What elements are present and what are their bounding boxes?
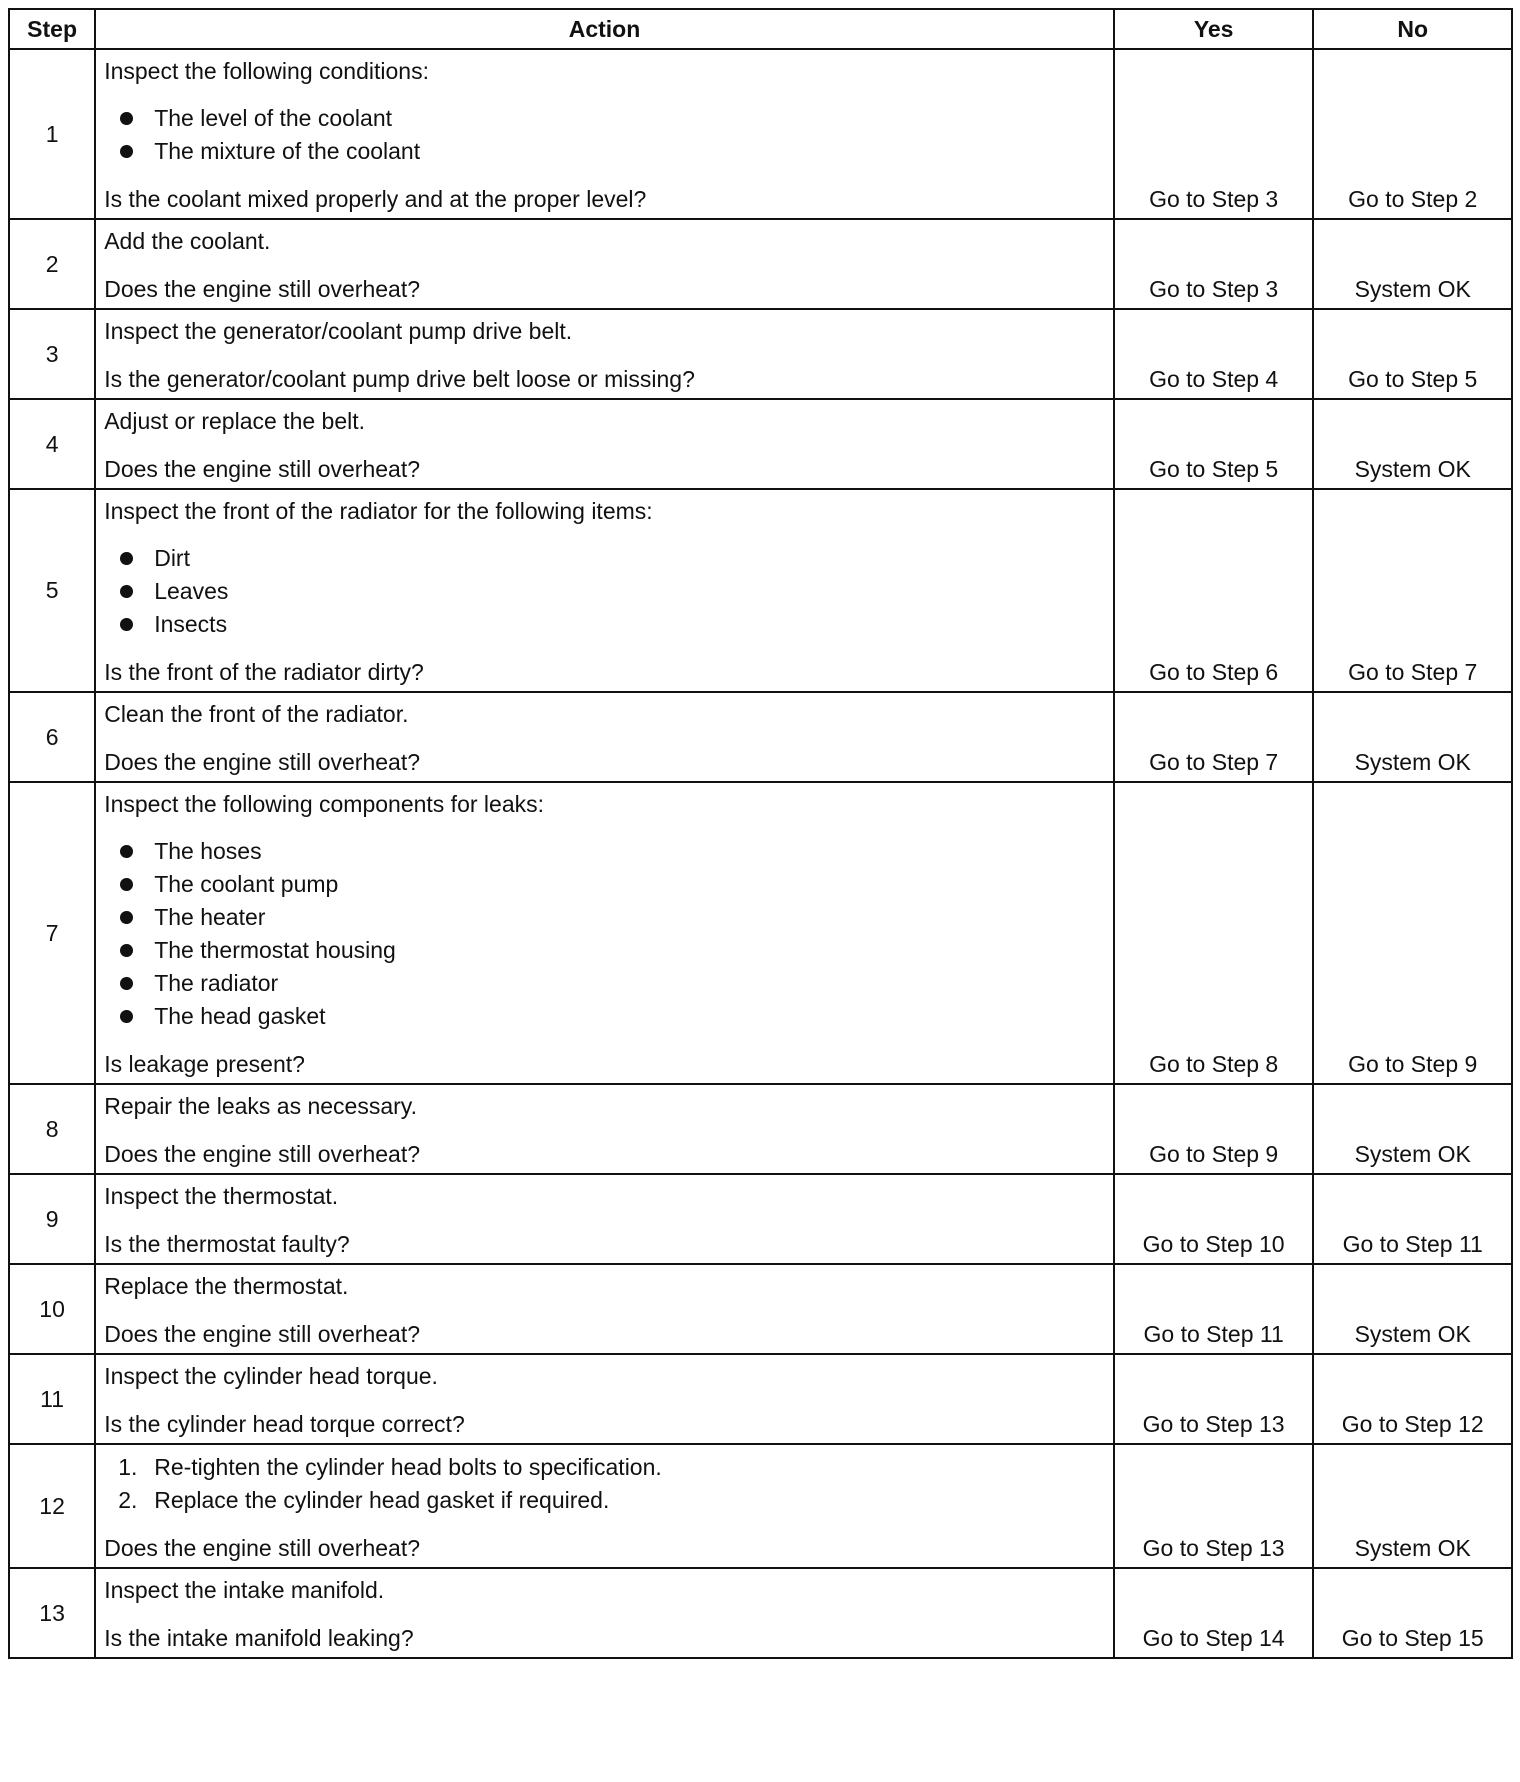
table-row xyxy=(9,692,1512,782)
spacer xyxy=(104,1301,1105,1319)
yes-result: Go to Step 7 xyxy=(1114,692,1314,782)
action-question: Is the front of the radiator dirty? xyxy=(104,659,424,685)
action-cell xyxy=(95,1264,1114,1354)
step-number: 4 xyxy=(9,399,95,489)
action-cell xyxy=(95,692,1114,782)
no-result: Go to Step 7 xyxy=(1313,489,1512,692)
bullet-item xyxy=(120,868,1105,901)
table-row xyxy=(9,1568,1512,1658)
action-instruction: Inspect the following components for leaks: xyxy=(104,791,544,817)
action-question: Is the thermostat faulty? xyxy=(104,1231,350,1257)
action-question: Does the engine still overheat? xyxy=(104,1535,421,1561)
table-row xyxy=(9,1444,1512,1568)
action-question: Does the engine still overheat? xyxy=(104,1321,421,1347)
step-number: 11 xyxy=(9,1354,95,1444)
action-question: Does the engine still overheat? xyxy=(104,456,421,482)
bullet-text: The thermostat housing xyxy=(154,937,396,963)
header-step: Step xyxy=(9,9,95,49)
bullet-item xyxy=(120,835,1105,868)
bullet-dot-icon xyxy=(120,145,133,158)
action-cell xyxy=(95,1174,1114,1264)
bullet-text: The coolant pump xyxy=(154,871,339,897)
no-result: Go to Step 5 xyxy=(1313,309,1512,399)
table-row xyxy=(9,1174,1512,1264)
action-cell xyxy=(95,1444,1114,1568)
step-number: 3 xyxy=(9,309,95,399)
bullet-dot-icon xyxy=(120,911,133,924)
action-cell xyxy=(95,219,1114,309)
spacer xyxy=(104,729,1105,747)
action-cell xyxy=(95,49,1114,219)
action-instruction: Inspect the intake manifold. xyxy=(104,1577,385,1603)
action-question: Is the coolant mixed properly and at the proper level? xyxy=(104,186,647,212)
no-result: System OK xyxy=(1313,1084,1512,1174)
yes-result: Go to Step 14 xyxy=(1114,1568,1314,1658)
spacer xyxy=(104,1121,1105,1139)
table-row xyxy=(9,309,1512,399)
no-result: Go to Step 11 xyxy=(1313,1174,1512,1264)
no-result: System OK xyxy=(1313,1264,1512,1354)
bullet-item xyxy=(120,1000,1105,1033)
bullet-item xyxy=(120,542,1105,575)
item-number: 1. xyxy=(118,1454,138,1480)
action-question: Is the intake manifold leaking? xyxy=(104,1625,414,1651)
no-result: Go to Step 15 xyxy=(1313,1568,1512,1658)
action-instruction: Add the coolant. xyxy=(104,228,271,254)
step-number: 7 xyxy=(9,782,95,1084)
step-number: 13 xyxy=(9,1568,95,1658)
bullet-dot-icon xyxy=(120,845,133,858)
bullet-list xyxy=(104,542,1105,641)
header-yes: Yes xyxy=(1114,9,1314,49)
yes-result: Go to Step 8 xyxy=(1114,782,1314,1084)
action-instruction: Adjust or replace the belt. xyxy=(104,408,366,434)
yes-result: Go to Step 13 xyxy=(1114,1444,1314,1568)
item-text: Replace the cylinder head gasket if required. xyxy=(154,1487,610,1513)
action-instruction: Inspect the front of the radiator for the following items: xyxy=(104,498,653,524)
action-instruction: Repair the leaks as necessary. xyxy=(104,1093,417,1119)
bullet-text: Insects xyxy=(154,611,228,637)
table-row xyxy=(9,219,1512,309)
yes-result: Go to Step 10 xyxy=(1114,1174,1314,1264)
bullet-item xyxy=(120,967,1105,1000)
no-result: Go to Step 9 xyxy=(1313,782,1512,1084)
bullet-dot-icon xyxy=(120,1010,133,1023)
no-result: System OK xyxy=(1313,219,1512,309)
bullet-text: The hoses xyxy=(154,838,262,864)
bullet-item xyxy=(120,102,1105,135)
action-cell xyxy=(95,309,1114,399)
action-cell xyxy=(95,1354,1114,1444)
action-question: Is the generator/coolant pump drive belt loose or missing? xyxy=(104,366,695,392)
action-instruction: Inspect the thermostat. xyxy=(104,1183,339,1209)
header-action: Action xyxy=(95,9,1114,49)
bullet-text: The heater xyxy=(154,904,266,930)
yes-result: Go to Step 3 xyxy=(1114,49,1314,219)
action-question: Does the engine still overheat? xyxy=(104,749,421,775)
bullet-list xyxy=(104,102,1105,168)
bullet-item xyxy=(120,135,1105,168)
bullet-dot-icon xyxy=(120,977,133,990)
action-question: Does the engine still overheat? xyxy=(104,1141,421,1167)
no-result: System OK xyxy=(1313,399,1512,489)
table-row xyxy=(9,399,1512,489)
table-row xyxy=(9,1264,1512,1354)
numbered-list xyxy=(104,1451,1105,1517)
no-result: System OK xyxy=(1313,1444,1512,1568)
spacer xyxy=(104,436,1105,454)
yes-result: Go to Step 4 xyxy=(1114,309,1314,399)
action-question: Is the cylinder head torque correct? xyxy=(104,1411,465,1437)
bullet-dot-icon xyxy=(120,944,133,957)
item-number: 2. xyxy=(118,1487,138,1513)
step-number: 1 xyxy=(9,49,95,219)
table-row xyxy=(9,1354,1512,1444)
step-number: 10 xyxy=(9,1264,95,1354)
yes-result: Go to Step 13 xyxy=(1114,1354,1314,1444)
bullet-dot-icon xyxy=(120,112,133,125)
action-cell xyxy=(95,399,1114,489)
bullet-dot-icon xyxy=(120,552,133,565)
action-instruction: Clean the front of the radiator. xyxy=(104,701,409,727)
action-instruction: Inspect the cylinder head torque. xyxy=(104,1363,438,1389)
yes-result: Go to Step 11 xyxy=(1114,1264,1314,1354)
bullet-text: The head gasket xyxy=(154,1003,326,1029)
step-number: 2 xyxy=(9,219,95,309)
step-number: 9 xyxy=(9,1174,95,1264)
table-row xyxy=(9,489,1512,692)
bullet-dot-icon xyxy=(120,618,133,631)
header-row xyxy=(9,9,1512,49)
spacer xyxy=(104,346,1105,364)
table-row xyxy=(9,782,1512,1084)
bullet-text: The level of the coolant xyxy=(154,105,393,131)
step-number: 5 xyxy=(9,489,95,692)
no-result: System OK xyxy=(1313,692,1512,782)
action-instruction: Replace the thermostat. xyxy=(104,1273,349,1299)
numbered-item xyxy=(118,1451,1105,1484)
bullet-item xyxy=(120,934,1105,967)
spacer xyxy=(104,1605,1105,1623)
bullet-text: The radiator xyxy=(154,970,279,996)
action-cell xyxy=(95,1568,1114,1658)
step-number: 12 xyxy=(9,1444,95,1568)
numbered-item xyxy=(118,1484,1105,1517)
spacer xyxy=(104,256,1105,274)
bullet-text: The mixture of the coolant xyxy=(154,138,421,164)
yes-result: Go to Step 5 xyxy=(1114,399,1314,489)
bullet-item xyxy=(120,608,1105,641)
bullet-item xyxy=(120,901,1105,934)
action-instruction: Inspect the generator/coolant pump drive belt. xyxy=(104,318,573,344)
spacer xyxy=(104,1211,1105,1229)
yes-result: Go to Step 6 xyxy=(1114,489,1314,692)
action-cell xyxy=(95,489,1114,692)
bullet-item xyxy=(120,575,1105,608)
no-result: Go to Step 2 xyxy=(1313,49,1512,219)
bullet-dot-icon xyxy=(120,585,133,598)
bullet-text: Leaves xyxy=(154,578,229,604)
table-row xyxy=(9,49,1512,219)
step-number: 6 xyxy=(9,692,95,782)
action-question: Is leakage present? xyxy=(104,1051,305,1077)
action-instruction: Inspect the following conditions: xyxy=(104,58,429,84)
bullet-list xyxy=(104,835,1105,1033)
yes-result: Go to Step 3 xyxy=(1114,219,1314,309)
bullet-text: Dirt xyxy=(154,545,190,571)
bullet-dot-icon xyxy=(120,878,133,891)
header-no: No xyxy=(1313,9,1512,49)
step-number: 8 xyxy=(9,1084,95,1174)
item-text: Re-tighten the cylinder head bolts to specification. xyxy=(154,1454,662,1480)
no-result: Go to Step 12 xyxy=(1313,1354,1512,1444)
action-cell xyxy=(95,1084,1114,1174)
yes-result: Go to Step 9 xyxy=(1114,1084,1314,1174)
diagnostic-table xyxy=(8,8,1513,1659)
table-row xyxy=(9,1084,1512,1174)
action-cell xyxy=(95,782,1114,1084)
spacer xyxy=(104,1391,1105,1409)
action-question: Does the engine still overheat? xyxy=(104,276,421,302)
